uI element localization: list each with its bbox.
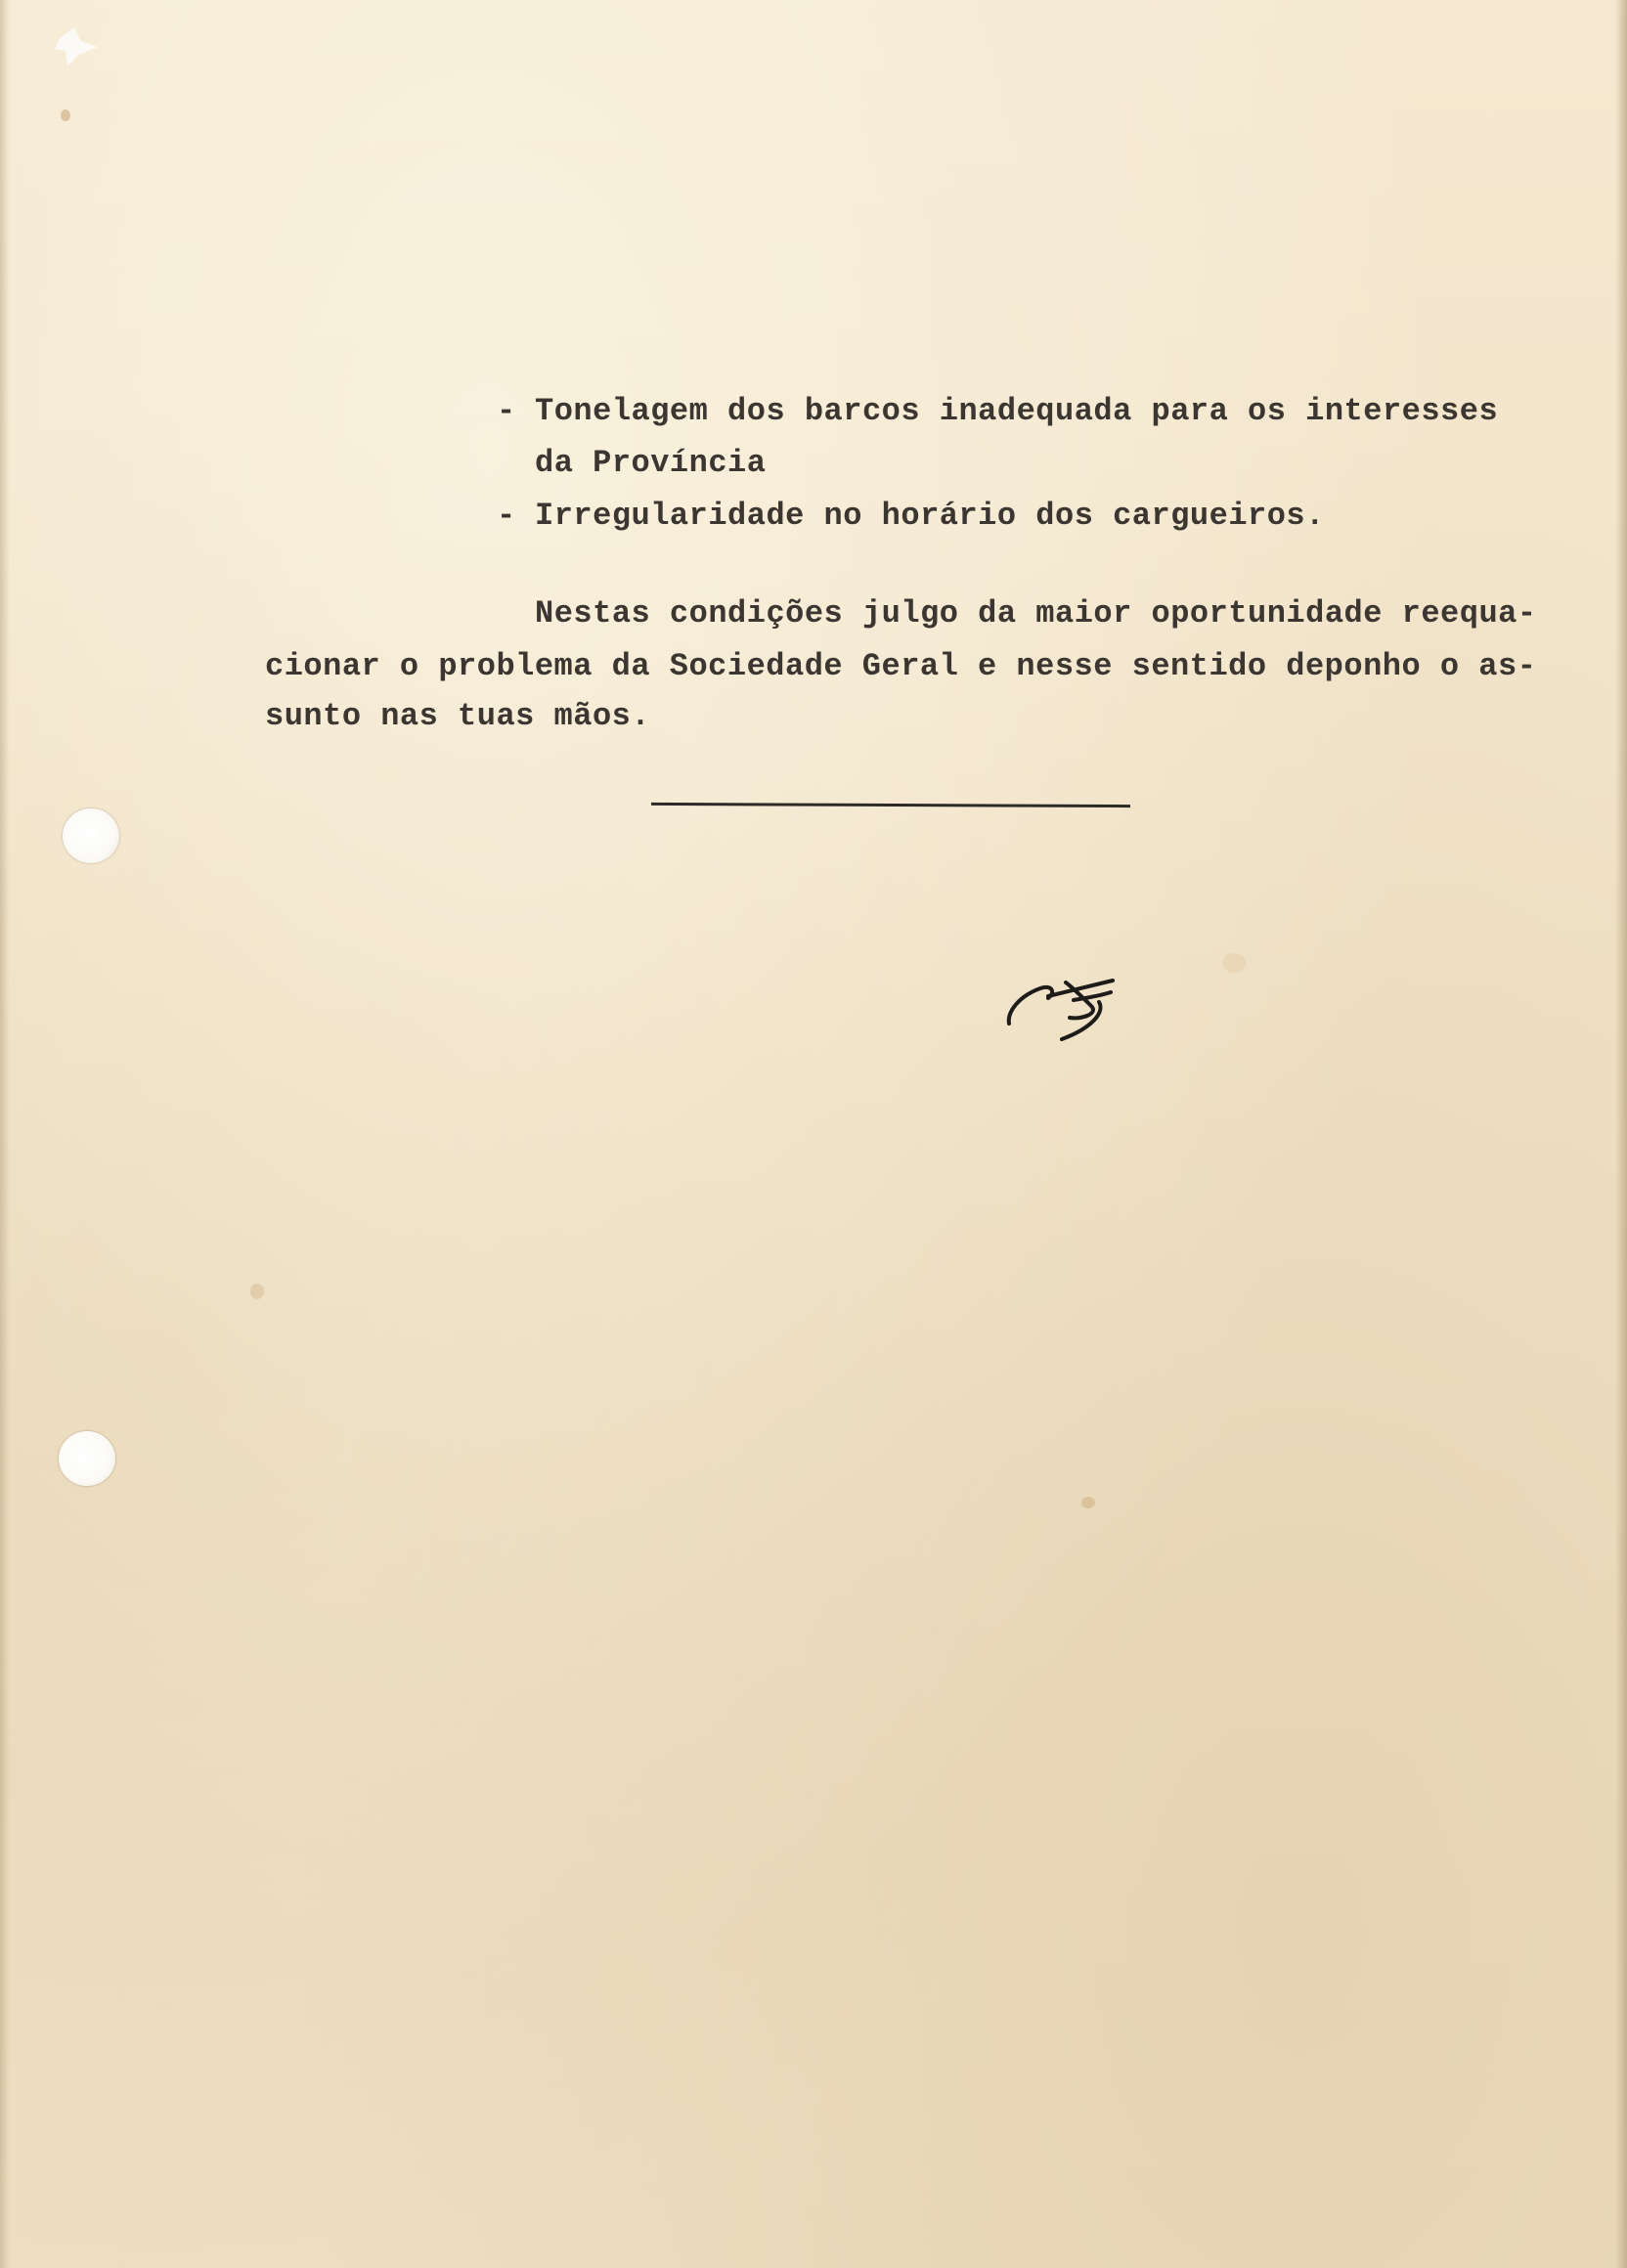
paragraph-line-3: sunto nas tuas mãos. (265, 698, 651, 734)
handwritten-initials-signature-icon (997, 963, 1144, 1051)
paragraph-line-1: Nestas condições julgo da maior oportunidade reequa- (535, 595, 1537, 632)
punch-hole-upper (63, 808, 119, 863)
punch-hole-lower (59, 1431, 115, 1486)
bullet-2-line-1: Irregularidade no horário dos cargueiros. (535, 498, 1325, 534)
bullet-1-line-2: da Província (535, 445, 767, 481)
paragraph-line-2: cionar o problema da Sociedade Geral e nesse sentido deponho o as- (265, 648, 1537, 684)
paper-stain (1081, 1497, 1095, 1508)
paper-edge-left (0, 0, 10, 2268)
paper-tear (55, 27, 98, 66)
paper-stain (1222, 953, 1246, 973)
paper-edge-right (1615, 0, 1627, 2268)
bullet-marker: - (497, 498, 516, 534)
separator-rule (651, 803, 1130, 807)
paper-stain (250, 1284, 264, 1299)
paper-stain (61, 109, 70, 121)
bullet-1-line-1: Tonelagem dos barcos inadequada para os interesses (535, 393, 1499, 429)
bullet-marker: - (497, 393, 516, 429)
